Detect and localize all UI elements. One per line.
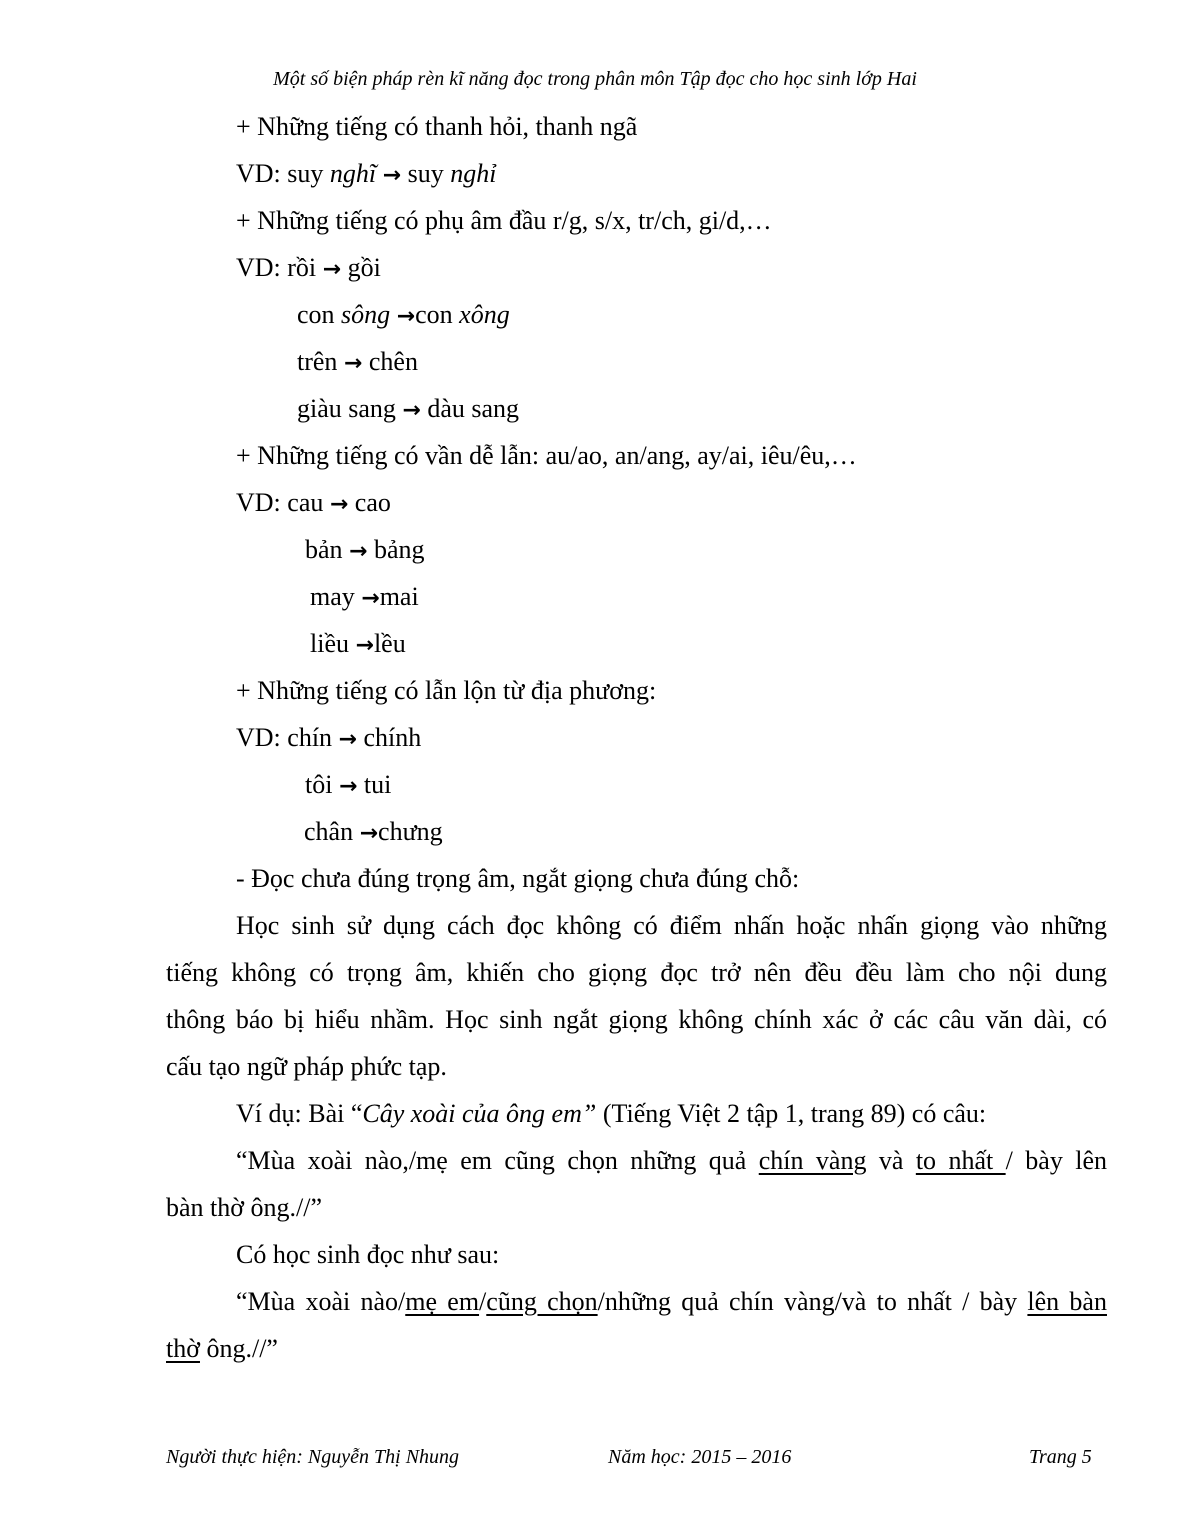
quote-line: thờ ông.//” bbox=[166, 1334, 278, 1363]
quote-line: “Mùa xoài nào/mẹ em/cũng chọn/những quả chín vàng/và to nhất / bày lên bàn bbox=[236, 1287, 1107, 1316]
text-line: bản → bảng bbox=[305, 535, 425, 564]
text-line: con sông →con xông bbox=[297, 300, 510, 329]
text-line: chân →chưng bbox=[304, 817, 443, 846]
arrow-icon: → bbox=[396, 304, 416, 329]
paragraph-line: Học sinh sử dụng cách đọc không có điểm nhấn hoặc nhấn giọng vào những bbox=[236, 911, 1107, 940]
text-line: may →mai bbox=[310, 582, 419, 611]
footer-year: Năm học: 2015 – 2016 bbox=[608, 1446, 792, 1468]
text-line: - Đọc chưa đúng trọng âm, ngắt giọng chưa đúng chỗ: bbox=[236, 864, 800, 893]
arrow-icon: → bbox=[382, 163, 402, 188]
text-line: tôi → tui bbox=[305, 770, 392, 799]
text-line: VD: rồi → gồi bbox=[236, 253, 381, 282]
paragraph-line: thông báo bị hiểu nhầm. Học sinh ngắt giọng không chính xác ở các câu văn dài, có bbox=[166, 1005, 1107, 1034]
text-line: giàu sang → dàu sang bbox=[297, 394, 520, 423]
arrow-icon: → bbox=[359, 821, 379, 846]
text-line: + Những tiếng có thanh hỏi, thanh ngã bbox=[236, 112, 638, 141]
arrow-icon: → bbox=[402, 398, 421, 423]
paragraph-line: tiếng không có trọng âm, khiến cho giọng đọc trở nên đều đều làm cho nội dung bbox=[166, 958, 1107, 987]
arrow-icon: → bbox=[338, 727, 357, 752]
text-line: Ví dụ: Bài “Cây xoài của ông em” (Tiếng Việt 2 tập 1, trang 89) có câu: bbox=[236, 1099, 987, 1128]
footer-author: Người thực hiện: Nguyễn Thị Nhung bbox=[166, 1446, 460, 1468]
running-header: Một số biện pháp rèn kĩ năng đọc trong phân môn Tập đọc cho học sinh lớp Hai bbox=[273, 68, 917, 90]
quote-line: bàn thờ ông.//” bbox=[166, 1193, 322, 1222]
text-line: + Những tiếng có lẫn lộn từ địa phương: bbox=[236, 676, 657, 705]
text-line: + Những tiếng có vần dễ lẫn: au/ao, an/ang, ay/ai, iêu/êu,… bbox=[236, 441, 857, 470]
text-line: Có học sinh đọc như sau: bbox=[236, 1240, 500, 1269]
arrow-icon: → bbox=[338, 774, 358, 799]
arrow-icon: → bbox=[329, 492, 349, 517]
text-line: VD: chín → chính bbox=[236, 723, 422, 752]
text-line: liều →lều bbox=[310, 629, 406, 658]
paragraph-line: cấu tạo ngữ pháp phức tạp. bbox=[166, 1052, 447, 1081]
text-line: VD: suy nghĩ → suy nghỉ bbox=[236, 159, 497, 188]
arrow-icon: → bbox=[355, 633, 374, 658]
arrow-icon: → bbox=[343, 351, 363, 376]
footer-page-number: Trang 5 bbox=[1029, 1446, 1092, 1468]
text-line: VD: cau → cao bbox=[236, 488, 391, 517]
quote-line: “Mùa xoài nào,/mẹ em cũng chọn những quả chín vàng và to nhất / bày lên bbox=[236, 1146, 1107, 1175]
arrow-icon: → bbox=[349, 539, 368, 564]
arrow-icon: → bbox=[361, 586, 380, 611]
text-line: trên → chên bbox=[297, 347, 418, 376]
arrow-icon: → bbox=[322, 257, 342, 282]
text-line: + Những tiếng có phụ âm đầu r/g, s/x, tr/ch, gi/d,… bbox=[236, 206, 772, 235]
